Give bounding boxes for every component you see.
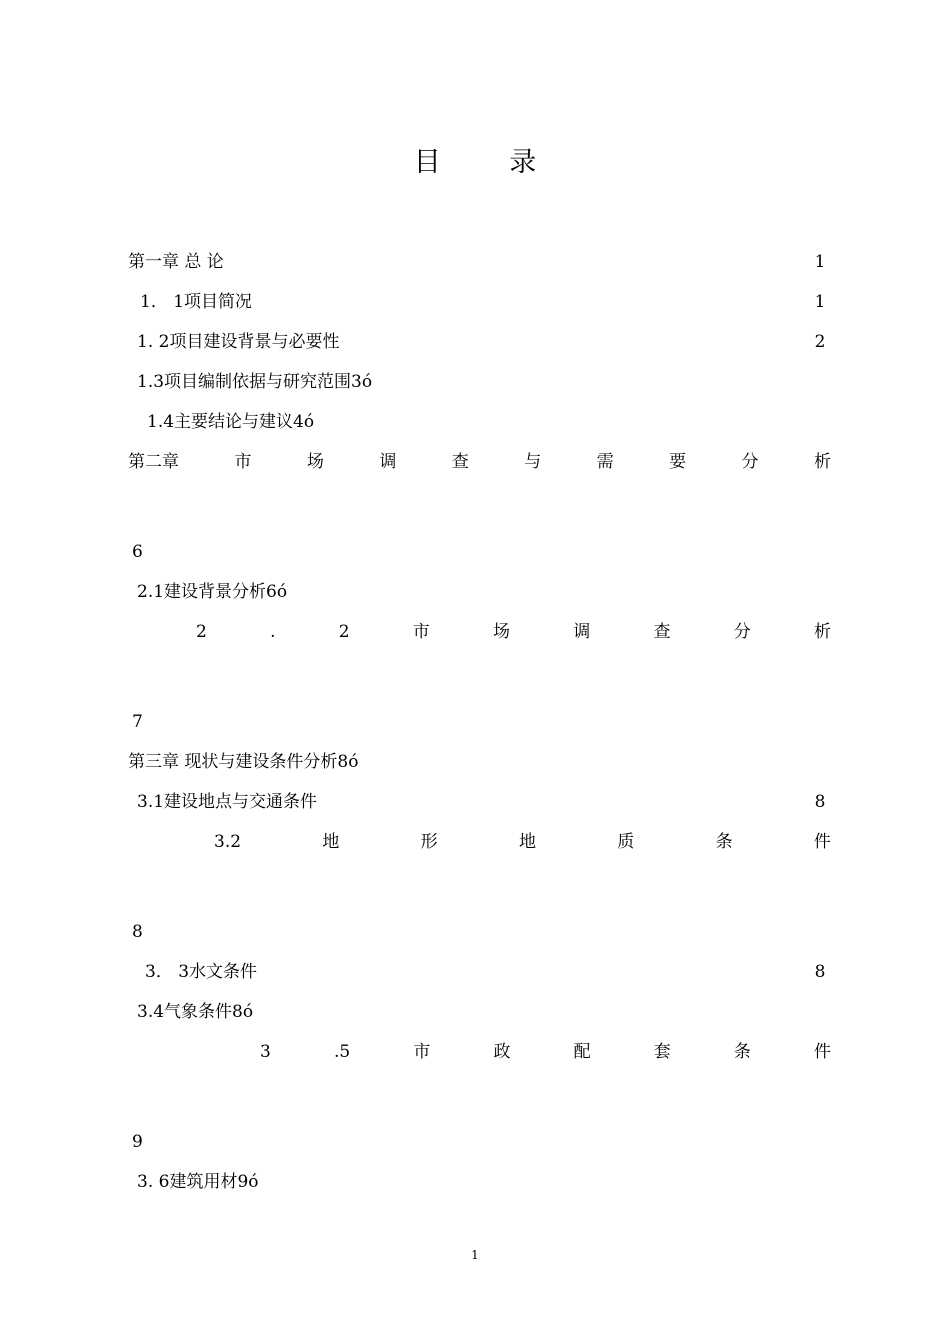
toc-page-number: 1 <box>814 252 826 272</box>
toc-char: 2 <box>338 622 350 642</box>
toc-char: 场 <box>306 452 324 472</box>
toc-char: 调 <box>379 452 397 472</box>
toc-char: 质 <box>617 832 635 852</box>
toc-char: 调 <box>573 622 591 642</box>
toc-char: 需 <box>596 452 614 472</box>
toc-char: 2 <box>196 622 207 642</box>
toc-page-number: 6 <box>132 542 143 562</box>
toc-char: . <box>270 622 276 642</box>
title-char-2: 录 <box>509 147 537 178</box>
toc-char: 析 <box>813 452 831 472</box>
toc-char: 分 <box>733 622 751 642</box>
toc-entry-3-1[interactable] <box>137 790 317 814</box>
toc-entry-3-2[interactable] <box>214 830 831 854</box>
toc-char: 场 <box>493 622 510 642</box>
toc-char: 分 <box>741 452 759 472</box>
toc-char: .5 <box>333 1042 351 1062</box>
toc-char: 与 <box>524 452 542 472</box>
title-char-1: 目 <box>413 147 441 178</box>
toc-entry-3-5[interactable] <box>260 1040 831 1064</box>
toc-entry-text: 1.3项目编制依据与研究范围3ó <box>137 372 373 392</box>
toc-entry-2-2[interactable] <box>196 620 831 644</box>
toc-char: 政 <box>493 1042 511 1062</box>
toc-entry-text: 3.1建设地点与交通条件 <box>137 792 318 812</box>
toc-page-number: 8 <box>814 962 826 982</box>
toc-page-number: 9 <box>132 1132 143 1152</box>
toc-page-number: 8 <box>814 792 826 812</box>
toc-page-number: 8 <box>132 922 143 942</box>
toc-page-number: 7 <box>132 712 143 732</box>
toc-entry-text: 第一章 总 论 <box>128 252 224 272</box>
toc-char: 件 <box>813 832 831 852</box>
toc-entry-ch2[interactable] <box>128 450 831 474</box>
toc-char: 要 <box>669 452 687 472</box>
toc-entry-1-2[interactable] <box>137 330 339 354</box>
toc-entry-2-1[interactable] <box>137 580 287 604</box>
toc-entry-1-1[interactable] <box>140 290 252 314</box>
toc-entry-text: 1． 1项目简况 <box>140 292 253 312</box>
toc-char: 3 <box>260 1042 271 1062</box>
toc-entry-3-6[interactable] <box>137 1170 259 1194</box>
toc-char: 析 <box>813 622 831 642</box>
toc-char: 条 <box>733 1042 751 1062</box>
toc-char: 条 <box>715 832 733 852</box>
toc-entry-1-3[interactable] <box>137 370 372 394</box>
toc-char: 件 <box>813 1042 831 1062</box>
toc-char: 查 <box>451 452 469 472</box>
toc-entry-1-4[interactable] <box>147 410 314 434</box>
toc-entry-3-4[interactable] <box>137 1000 253 1024</box>
toc-char: 地 <box>518 832 536 852</box>
toc-char: 市 <box>413 1042 431 1062</box>
toc-char: 查 <box>653 622 671 642</box>
toc-char: 市 <box>412 622 430 642</box>
toc-entry-ch3[interactable] <box>128 750 358 774</box>
toc-entry-text: 1. 2项目建设背景与必要性 <box>137 332 340 352</box>
toc-entry-text: 3.4气象条件8ó <box>137 1002 254 1022</box>
toc-char: 市 <box>234 452 252 472</box>
toc-entry-text: 3． 3水文条件 <box>145 962 258 982</box>
toc-char: 配 <box>573 1042 591 1062</box>
toc-char: 套 <box>653 1042 671 1062</box>
toc-page-number: 1 <box>814 292 826 312</box>
toc-entry-text: 第三章 现状与建设条件分析8ó <box>128 752 359 772</box>
toc-char: 形 <box>420 832 438 852</box>
toc-entry-prefix: 第二章 <box>128 452 179 472</box>
toc-entry-3-3[interactable] <box>145 960 257 984</box>
toc-page-number: 2 <box>814 332 826 352</box>
toc-entry-text: 1.4主要结论与建议4ó <box>147 412 315 432</box>
page-footer-number: 1 <box>471 1248 479 1262</box>
toc-entry-text: 2.1建设背景分析6ó <box>137 582 288 602</box>
toc-char: 3.2 <box>214 832 242 852</box>
toc-char: 地 <box>322 832 340 852</box>
toc-entry-text: 3. 6建筑用材9ó <box>137 1172 259 1192</box>
toc-entry-ch1[interactable] <box>128 250 224 274</box>
